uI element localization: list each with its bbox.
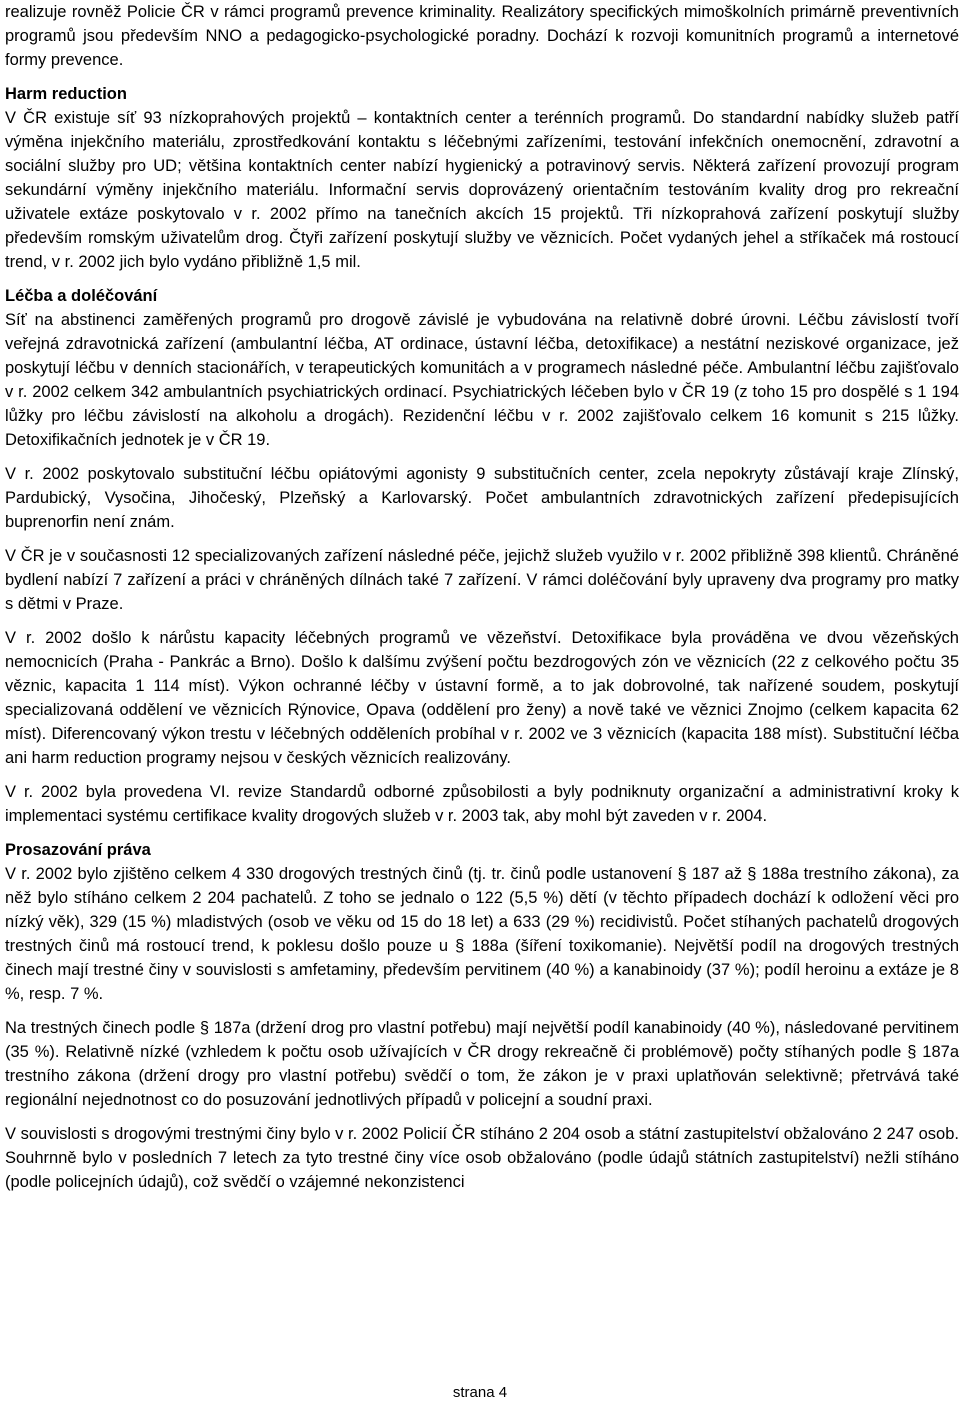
- harm-reduction-section: [5, 82, 959, 274]
- law-enforcement-section: [5, 838, 959, 1194]
- treatment-section: [5, 284, 959, 828]
- law-enforcement-heading: Prosazování práva: [5, 841, 151, 859]
- treatment-heading: Léčba a doléčování: [5, 287, 158, 305]
- treatment-paragraph: V r. 2002 došlo k nárůstu kapacity léčebných programů ve vězeňství. Detoxifikace byla prováděna ve dvou vězeňských nemocnicích (Praha - Pankrác a Brno). Došlo k dalšímu zvýšení počtu bezdrogových zón ve věznicích (22 z celkového počtu 35 věznic, kapacita 1 114 míst). Výkon ochranné léčby v ústavní formě, a to jak dobrovolné, tak nařízené soudem, poskytují specializovaná oddělení ve věznicích Rýnovice, Opava (oddělení pro ženy) a nově také ve věznici Znojmo (celkem kapacita 62 míst). Diferencovaný výkon trestu v léčebných odděleních probíhal v r. 2002 ve 3 věznicích (kapacita 188 míst). Substituční léčba ani harm reduction programy nejsou v českých věznicích realizovány.: [5, 629, 959, 767]
- page-number: strana 4: [452, 1384, 508, 1401]
- treatment-paragraph: V r. 2002 byla provedena VI. revize Standardů odborné způsobilosti a byly podniknuty organizační a administrativní kroky k implementaci systému certifikace kvality drogových služeb v r. 2003 tak, aby mohl být zaveden v r. 2004.: [5, 783, 959, 825]
- law-enforcement-paragraph: V r. 2002 bylo zjištěno celkem 4 330 drogových trestných činů (tj. tr. činů podle ustanovení § 187 až § 188a trestního zákona), za něž bylo stíháno celkem 2 204 pachatelů. Z toho se jednalo o 122 (5,5 %) dětí (v těchto případech dochází k odložení věci pro nízký věk), 329 (15 %) mladistvých (osob ve věku od 15 do 18 let) a 633 (29 %) recidivistů. Počet stíhaných pachatelů drogových trestných činů má rostoucí trend, k poklesu došlo pouze u § 188a (šíření toxikomanie). Největší podíl na drogových trestných činech mají trestné činy v souvislosti s amfetaminy, především pervitinem (40 %) a kanabinoidy (37 %); podíl heroinu a extáze je 8 %, resp. 7 %.: [5, 865, 959, 1003]
- treatment-paragraph: V ČR je v současnosti 12 specializovaných zařízení následné péče, jejichž služeb využilo v r. 2002 přibližně 398 klientů. Chráněné bydlení nabízí 7 zařízení a práci v chráněných dílnách také 7 zařízení. V rámci doléčování byly upraveny dva programy pro matky s dětmi v Praze.: [5, 547, 959, 613]
- intro-paragraph: realizuje rovněž Policie ČR v rámci programů prevence kriminality. Realizátory specifických mimoškolních primárně preventivních programů jsou především NNO a pedagogicko-psychologické poradny. Dochází k rozvoji komunitních programů a internetové formy prevence.: [5, 3, 959, 69]
- law-enforcement-paragraph: V souvislosti s drogovými trestnými činy bylo v r. 2002 Policií ČR stíháno 2 204 osob a státní zastupitelství obžalováno 2 247 osob. Souhrnně bylo v posledních 7 letech za tyto trestné činy více osob obžalováno (podle údajů státních zastupitelství) nežli stíháno (podle policejních údajů), což svědčí o vzájemné nekonzistenci: [5, 1125, 959, 1191]
- treatment-paragraph: Síť na abstinenci zaměřených programů pro drogově závislé je vybudována na relativně dobré úrovni. Léčbu závislostí tvoří veřejná zdravotnická zařízení (ambulantní léčba, AT ordinace, ústavní léčba, detoxifikace) a nestátní neziskové organizace, jež poskytují léčbu v denních stacionářích, v terapeutických komunitách a v programech následné péče. Ambulantní léčbu zajišťovalo v r. 2002 celkem 342 ambulantních psychiatrických ordinací. Psychiatrických léčeben bylo v ČR 19 (z toho 15 pro dospělé s 1 194 lůžky pro léčbu závislostí na alkoholu a drogách). Rezidenční léčbu v r. 2002 zajišťovalo celkem 16 komunit s 215 lůžky. Detoxifikačních jednotek je v ČR 19.: [5, 311, 959, 449]
- harm-reduction-paragraph: V ČR existuje síť 93 nízkoprahových projektů – kontaktních center a terénních programů. Do standardní nabídky služeb patří výměna injekčního materiálu, zprostředkování kontaktu s léčebnými zařízeními, testování infekčních onemocnění, zdravotní a sociální služby pro UD; většina kontaktních center nabízí hygienický a potravinový servis. Některá zařízení provozují program sekundární výměny injekčního materiálu. Informační servis doprovázený orientačním testováním kvality drog pro rekreační uživatele extáze poskytovalo v r. 2002 přímo na tanečních akcích 15 projektů. Tři nízkoprahová zařízení poskytují služby především romským uživatelům drog. Čtyři zařízení poskytují služby ve věznicích. Počet vydaných jehel a stříkaček má rostoucí trend, v r. 2002 jich bylo vydáno přibližně 1,5 mil.: [5, 109, 959, 271]
- document-page: [5, 0, 959, 1194]
- treatment-paragraph: V r. 2002 poskytovalo substituční léčbu opiátovými agonisty 9 substitučních center, zcela nepokryty zůstávají kraje Zlínský, Pardubický, Vysočina, Jihočeský, Plzeňský a Karlovarský. Počet ambulantních zdravotnických zařízení předepisujících buprenorfin není znám.: [5, 465, 959, 531]
- harm-reduction-heading: Harm reduction: [5, 85, 127, 103]
- law-enforcement-paragraph: Na trestných činech podle § 187a (držení drog pro vlastní potřebu) mají největší podíl kanabinoidy (40 %), následované pervitinem (35 %). Relativně nízké (vzhledem k počtu osob užívajících v ČR drogy rekreačně či problémově) počty stíhaných podle § 187a trestního zákona (držení drogy pro vlastní potřebu) svědčí o tom, že zákon je v praxi uplatňován selektivně; přetrvává také regionální nejednotnost co do posuzování jednotlivých případů v policejní a soudní praxi.: [5, 1019, 959, 1109]
